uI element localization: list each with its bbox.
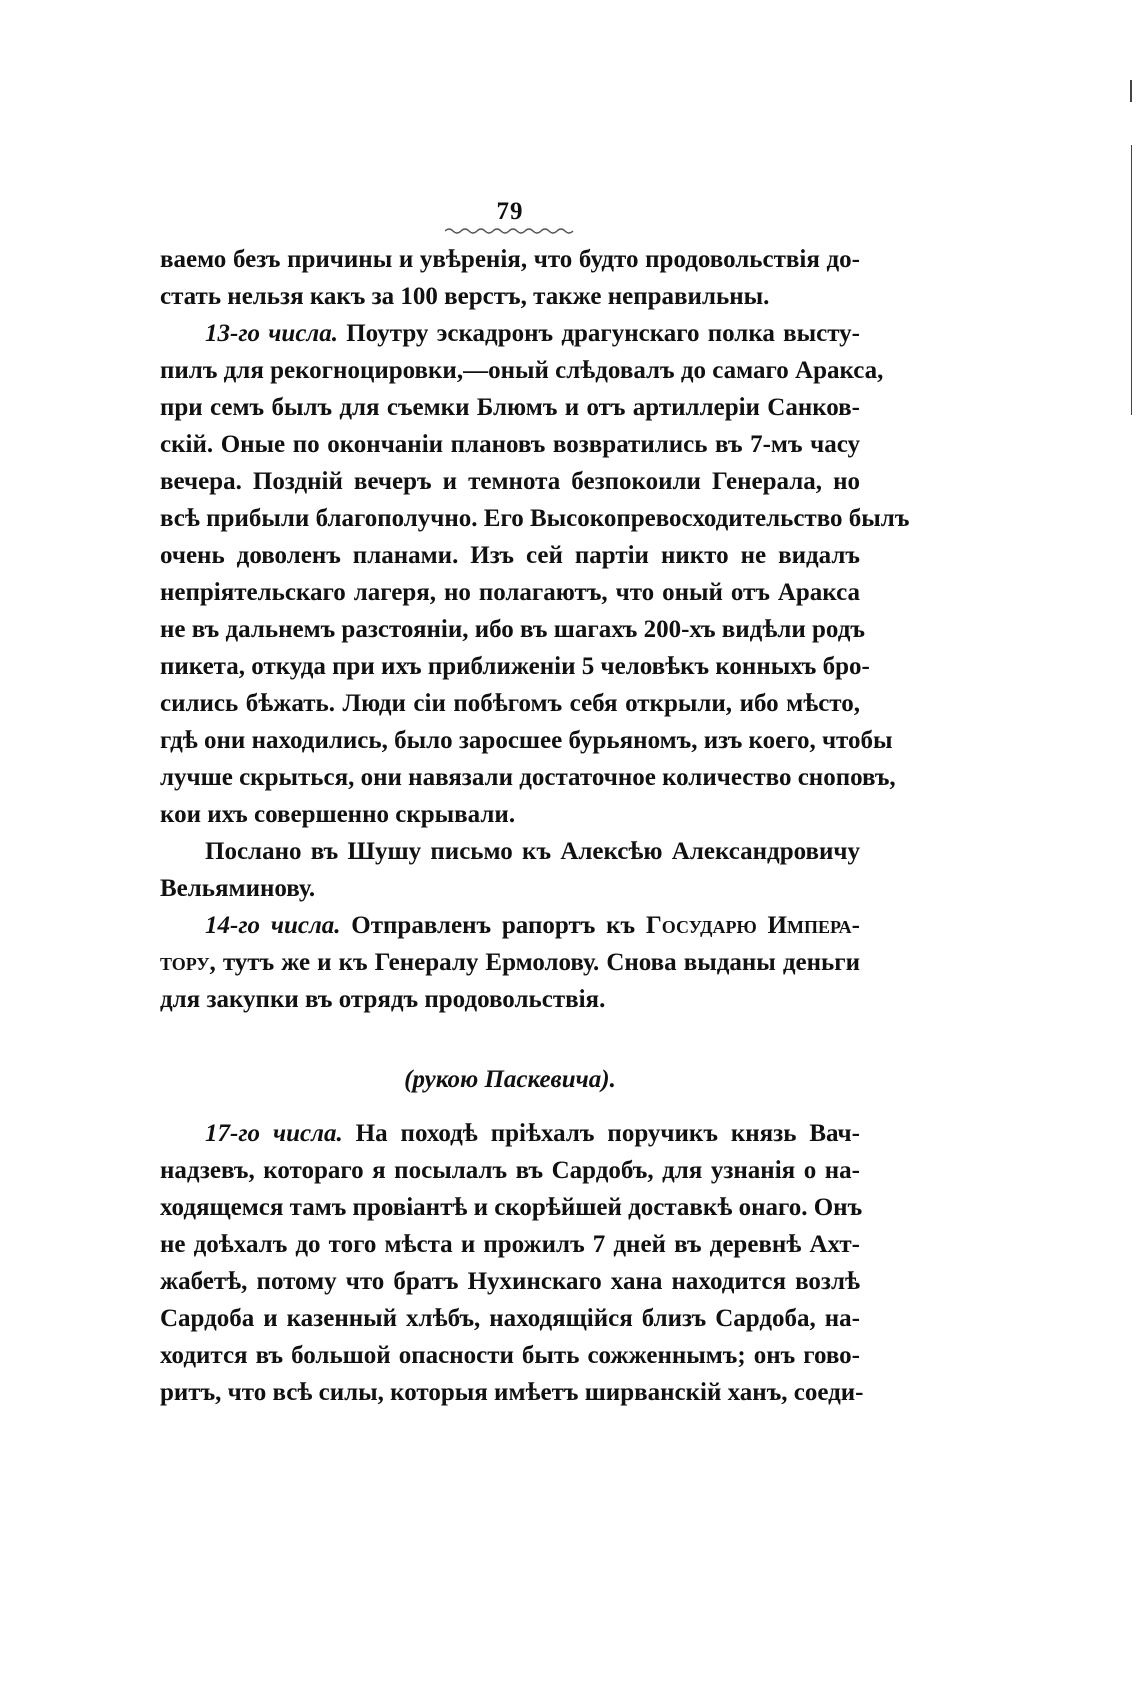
- text-line: непріятельскаго лагеря, но полагаютъ, что оный отъ Аракса: [160, 579, 860, 606]
- text-line: не въ дальнемъ разстояніи, ибо въ шагахъ 200-хъ видѣли родъ: [160, 616, 865, 643]
- page-number: 79: [496, 198, 524, 225]
- section-heading: (рукою Паскевича).: [404, 1066, 616, 1093]
- text-span: На походѣ пріѣхалъ поручикъ князь Вач-: [342, 1120, 860, 1147]
- text-line: ваемо безъ причины и увѣренія, что будто продовольствія до-: [160, 246, 860, 273]
- text-line: при семъ былъ для съемки Блюмъ и отъ артиллеріи Санков-: [160, 394, 860, 421]
- text-line: ходится въ большой опасности быть сожженнымъ; онъ гово-: [160, 1342, 860, 1369]
- text-line: стать нельзя какъ за 100 верстъ, также неправильны.: [160, 283, 770, 310]
- text-line: вечера. Поздній вечеръ и темнота безпокоили Генерала, но: [160, 468, 860, 495]
- text-line: надзевъ, котораго я посылалъ въ Сардобъ, для узнанія о на-: [160, 1157, 860, 1184]
- text-line: [160, 945, 860, 981]
- text-span: Государю Импера-: [645, 912, 860, 939]
- date-label: 17-го числа.: [205, 1120, 343, 1147]
- text-line: лучше скрыться, они навязали достаточное количество сноповъ,: [160, 764, 896, 791]
- text-line: скій. Оные по окончаніи плановъ возвратились въ 7-мъ часу: [160, 431, 860, 458]
- text-span: тору: [160, 949, 210, 976]
- margin-mark: [1130, 80, 1132, 102]
- paragraph-17: [205, 1116, 860, 1152]
- text-span: , тутъ же и къ Генералу Ермолову. Снова выданы деньги: [209, 949, 860, 976]
- text-line: для закупки въ отрядъ продовольствія.: [160, 986, 606, 1013]
- text-line: Сардоба и казенный хлѣбъ, находящійся близъ Сардоба, на-: [160, 1305, 860, 1332]
- text-line: сились бѣжать. Люди сіи побѣгомъ себя открыли, ибо мѣсто,: [160, 690, 860, 717]
- wavy-ornament-icon: [445, 226, 575, 236]
- text-line: Послано въ Шушу письмо къ Алексѣю Александровичу: [205, 838, 860, 865]
- text-line: Вельяминову.: [160, 875, 316, 902]
- text-line: очень доволенъ планами. Изъ сей партіи никто не видалъ: [160, 542, 860, 569]
- text-line: ритъ, что всѣ силы, которыя имѣетъ ширванскій ханъ, соеди-: [160, 1379, 864, 1406]
- text-line: кои ихъ совершенно скрывали.: [160, 801, 516, 828]
- margin-mark: [1131, 145, 1132, 415]
- text-line: ходящемся тамъ провіантѣ и скорѣйшей доставкѣ онаго. Онъ: [160, 1194, 863, 1221]
- text-line: жабетѣ, потому что братъ Нухинскаго хана находится возлѣ: [160, 1268, 860, 1295]
- text-line: всѣ прибыли благополучно. Его Высокопревосходительство былъ: [160, 505, 910, 532]
- paragraph-13: [205, 316, 860, 352]
- text-line: пикета, откуда при ихъ приближеніи 5 человѣкъ конныхъ бро-: [160, 653, 870, 680]
- text-span: Поутру эскадронъ драгунскаго полка высту-: [338, 320, 860, 347]
- paragraph-14: [205, 908, 860, 944]
- text-line: пилъ для рекогноцировки,—оный слѣдовалъ до самаго Аракса,: [160, 357, 884, 384]
- date-label: 14-го числа.: [205, 912, 341, 939]
- text-line: не доѣхалъ до того мѣста и прожилъ 7 дней въ деревнѣ Ахт-: [160, 1231, 860, 1258]
- date-label: 13-го числа.: [205, 320, 338, 347]
- text-line: гдѣ они находились, было заросшее бурьяномъ, изъ коего, чтобы: [160, 727, 893, 754]
- text-span: Отправленъ рапортъ къ: [340, 912, 646, 939]
